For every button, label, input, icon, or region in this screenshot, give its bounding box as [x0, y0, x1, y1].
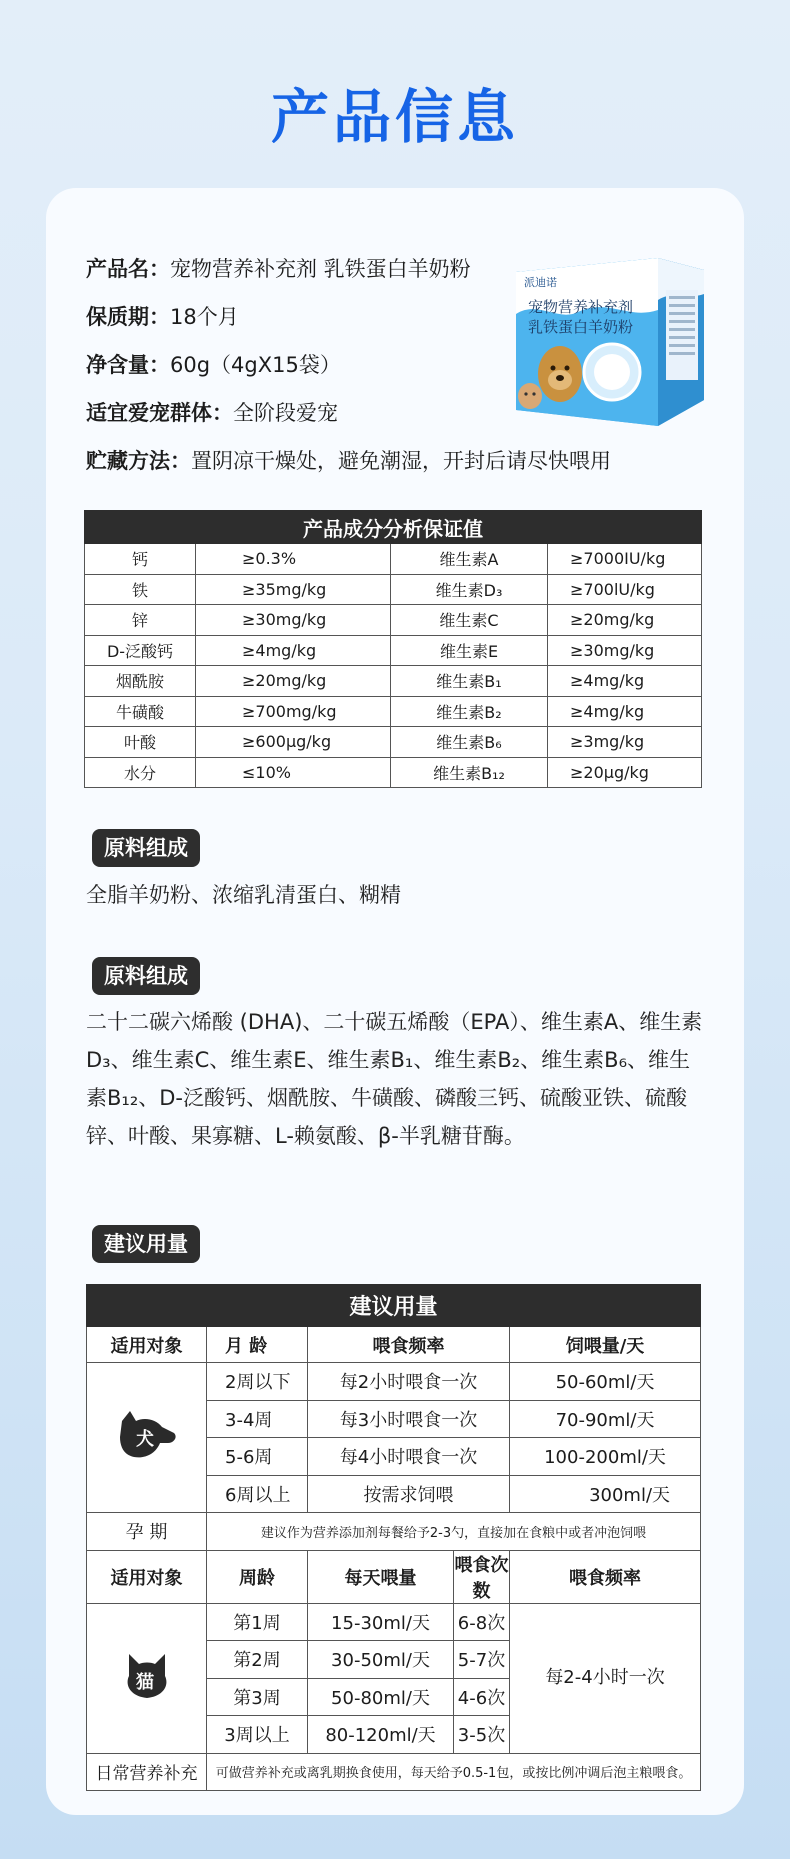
cat-label: 猫 [135, 1671, 154, 1693]
table-cell: 3周以上 [207, 1716, 308, 1754]
table-cell: 叶酸 [85, 727, 196, 758]
table-cell: 按需求饲喂 [308, 1475, 510, 1513]
table-row [85, 666, 702, 697]
product-box-image [508, 250, 710, 432]
shelf-life-label: 保质期： [86, 305, 170, 329]
table-cell: ≥20mg/kg [548, 605, 702, 636]
target-pet-row [86, 397, 338, 427]
table-cell: 30-50ml/天 [308, 1641, 454, 1679]
table-cell: 50-60ml/天 [510, 1363, 701, 1401]
table-cell: 100-200ml/天 [510, 1438, 701, 1476]
table-cell: ≤10% [196, 757, 391, 788]
cat-frequency: 每2-4小时一次 [510, 1603, 701, 1753]
table-cell: 维生素D₃ [391, 574, 548, 605]
product-name-row [86, 253, 471, 283]
table-cell: ≥20mg/kg [196, 666, 391, 697]
table-cell: 铁 [85, 574, 196, 605]
ingredient-table [84, 510, 702, 788]
table-header: 适用对象 [87, 1550, 207, 1603]
table-row [87, 1603, 701, 1641]
net-weight-row [86, 349, 341, 379]
table-cell: 每4小时喂食一次 [308, 1438, 510, 1476]
table-header: 月 龄 [207, 1327, 308, 1363]
table-cell: D-泛酸钙 [85, 635, 196, 666]
dosage-table [86, 1284, 701, 1791]
table-header: 周龄 [207, 1550, 308, 1603]
table-cell: ≥7000IU/kg [548, 544, 702, 575]
additives-text: 二十二碳六烯酸 (DHA)、二十碳五烯酸（EPA）、维生素A、维生素D₃、维生素C、维生素E、维生素B₁、维生素B₂、维生素B₆、维生素B₁₂、D-泛酸钙、烟酰胺、牛磺酸、磷酸三钙、硫酸亚铁、硫酸锌、叶酸、果寡糖、L-赖氨酸、β-半乳糖苷酶。 [86, 1010, 703, 1148]
table-row [85, 605, 702, 636]
section-label-raw-materials: 原料组成 [92, 829, 200, 867]
daily-supplement-row [87, 1753, 701, 1791]
table-header: 适用对象 [87, 1327, 207, 1363]
table-cell: 2周以下 [207, 1363, 308, 1401]
dosage-table-title: 建议用量 [87, 1285, 701, 1327]
ingredient-table-title: 产品成分分析保证值 [85, 511, 702, 544]
table-row [85, 635, 702, 666]
table-cell: ≥700mg/kg [196, 696, 391, 727]
table-cell: 80-120ml/天 [308, 1716, 454, 1754]
table-cell: ≥3mg/kg [548, 727, 702, 758]
table-row [85, 727, 702, 758]
dog-cell [87, 1363, 207, 1513]
table-cell: 5-7次 [454, 1641, 510, 1679]
cat-icon [123, 1650, 171, 1707]
table-row [85, 544, 702, 575]
storage-row [86, 445, 611, 475]
table-cell: ≥4mg/kg [196, 635, 391, 666]
daily-supplement-label: 日常营养补充 [87, 1753, 207, 1791]
table-cell: 3-4周 [207, 1400, 308, 1438]
cat-header-row [87, 1550, 701, 1603]
table-header: 喂食频率 [308, 1327, 510, 1363]
daily-supplement-text: 可做营养补充或离乳期换食使用，每天给予0.5-1包，或按比例冲调后泡主粮喂食。 [207, 1753, 701, 1791]
table-cell: 第2周 [207, 1641, 308, 1679]
table-row [85, 696, 702, 727]
net-weight-value: 60g（4gX15袋） [170, 353, 341, 377]
box-title-1: 宠物营养补充剂 [528, 298, 634, 316]
table-cell: ≥30mg/kg [548, 635, 702, 666]
table-header: 每天喂量 [308, 1550, 454, 1603]
box-title-2: 乳铁蛋白羊奶粉 [528, 318, 634, 336]
section-label-additives: 原料组成 [92, 957, 200, 995]
table-cell: 烟酰胺 [85, 666, 196, 697]
product-name-label: 产品名： [86, 257, 170, 281]
table-cell: 70-90ml/天 [510, 1400, 701, 1438]
table-cell: 50-80ml/天 [308, 1678, 454, 1716]
shelf-life-row [86, 301, 239, 331]
page-title: 产品信息 [270, 83, 519, 151]
table-cell: 锌 [85, 605, 196, 636]
table-cell: 维生素A [391, 544, 548, 575]
raw-materials-text: 全脂羊奶粉、浓缩乳清蛋白、糊精 [86, 883, 401, 907]
table-cell: 6-8次 [454, 1603, 510, 1641]
table-cell: ≥0.3% [196, 544, 391, 575]
table-row [85, 574, 702, 605]
pregnancy-label: 孕 期 [87, 1513, 207, 1551]
table-cell: ≥4mg/kg [548, 666, 702, 697]
table-cell: 钙 [85, 544, 196, 575]
table-cell: 6周以上 [207, 1475, 308, 1513]
table-row [85, 757, 702, 788]
table-row [87, 1363, 701, 1401]
storage-value: 置阴凉干燥处，避免潮湿，开封后请尽快喂用 [191, 449, 611, 473]
pregnancy-text: 建议作为营养添加剂每餐给予2-3勺，直接加在食粮中或者冲泡饲喂 [207, 1513, 701, 1551]
target-pet-value: 全阶段爱宠 [233, 401, 338, 425]
target-pet-label: 适宜爱宠群体： [86, 401, 233, 425]
table-cell: ≥600μg/kg [196, 727, 391, 758]
table-cell: 每2小时喂食一次 [308, 1363, 510, 1401]
table-cell: 维生素B₂ [391, 696, 548, 727]
table-cell: 维生素B₆ [391, 727, 548, 758]
box-brand: 派迪诺 [524, 276, 557, 289]
table-cell: 每3小时喂食一次 [308, 1400, 510, 1438]
table-cell: 300ml/天 [510, 1475, 701, 1513]
product-name-value: 宠物营养补充剂 乳铁蛋白羊奶粉 [170, 257, 471, 281]
storage-label: 贮藏方法： [86, 449, 191, 473]
table-cell: ≥700lU/kg [548, 574, 702, 605]
table-cell: 5-6周 [207, 1438, 308, 1476]
dog-header-row [87, 1327, 701, 1363]
table-cell: ≥35mg/kg [196, 574, 391, 605]
table-cell: 3-5次 [454, 1716, 510, 1754]
dog-icon [116, 1409, 178, 1466]
section-label-dosage: 建议用量 [92, 1225, 200, 1263]
table-cell: 牛磺酸 [85, 696, 196, 727]
table-cell: 水分 [85, 757, 196, 788]
table-cell: 第3周 [207, 1678, 308, 1716]
table-cell: 维生素B₁₂ [391, 757, 548, 788]
table-cell: 4-6次 [454, 1678, 510, 1716]
cat-cell [87, 1603, 207, 1753]
table-header: 喂食频率 [510, 1550, 701, 1603]
table-cell: 维生素E [391, 635, 548, 666]
table-header: 饲喂量/天 [510, 1327, 701, 1363]
net-weight-label: 净含量： [86, 353, 170, 377]
table-cell: ≥20μg/kg [548, 757, 702, 788]
dog-label: 犬 [135, 1429, 154, 1450]
table-cell: 第1周 [207, 1603, 308, 1641]
table-cell: 15-30ml/天 [308, 1603, 454, 1641]
table-cell: 维生素B₁ [391, 666, 548, 697]
table-cell: 维生素C [391, 605, 548, 636]
shelf-life-value: 18个月 [170, 305, 239, 329]
table-header: 喂食次数 [454, 1550, 510, 1603]
table-cell: ≥30mg/kg [196, 605, 391, 636]
table-cell: ≥4mg/kg [548, 696, 702, 727]
pregnancy-row [87, 1513, 701, 1551]
